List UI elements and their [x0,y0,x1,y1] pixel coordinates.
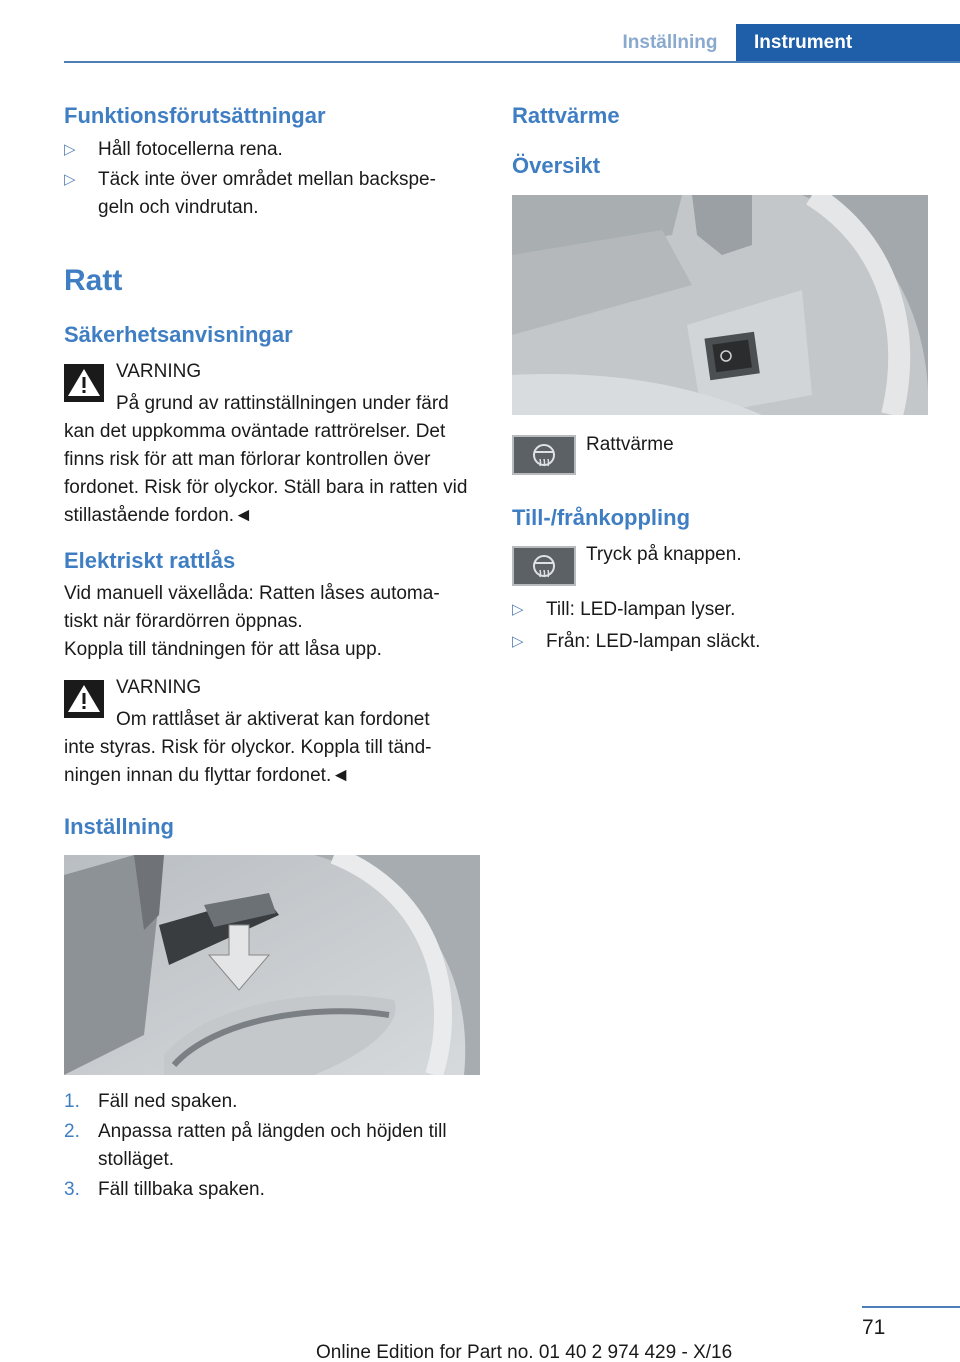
steering-heading: Ratt [64,264,123,297]
page-number: 71 [862,1316,886,1339]
steering-lever-illustration [64,855,480,1075]
lock-heading: Elektriskt rattlås [64,548,236,573]
list-item-text: Håll fotocellerna rena. [98,139,283,160]
step-text: Fäll ned spaken. [98,1091,238,1112]
header-chapter-tab[interactable]: Instrument [736,24,960,62]
header-section-tab[interactable]: Inställning [622,32,718,53]
heated-steering-wheel-icon [512,435,576,475]
warning-title: VARNING [116,677,202,698]
step-text: Anpassa ratten på längden och höjden till stolläget. [98,1121,447,1170]
list-item [64,166,480,222]
adjust-heading: Inställning [64,814,174,839]
step-number: 3. [64,1179,80,1200]
triangle-bullet-icon: ▷ [512,601,524,618]
lock-unlock-text: Koppla till tändningen för att låsa upp. [64,639,382,660]
onoff-instruction: Tryck på knappen. [586,544,742,565]
triangle-bullet-icon: ▷ [512,633,524,650]
list-item-text: Täck inte över området mellan backspe- geln och vindrutan. [98,169,436,218]
overview-heading: Översikt [512,153,601,178]
heating-heading: Rattvärme [512,103,620,128]
step-text: Fäll tillbaka spaken. [98,1179,265,1200]
list-item [64,1176,480,1204]
warning-text-first: Om rattlåset är aktiverat kan fordonet [116,709,430,730]
list-item [64,136,480,164]
triangle-bullet-icon: ▷ [64,171,76,188]
warning-text-first: På grund av rattinställningen under färd [116,393,449,414]
step-number: 1. [64,1091,80,1112]
triangle-bullet-icon: ▷ [64,141,76,158]
warning-triangle-icon [64,364,104,402]
list-item [64,1088,480,1116]
warning-text-rest: kan det uppkomma oväntade rattrörelser. Det finns risk för att man förlorar kontrollen över fordonet. Risk för olyckor. Ställ bara in ratten vid stillastående fordon.◄ [64,421,468,526]
heated-steering-wheel-icon [512,546,576,586]
footer-edition: Online Edition for Part no. 01 40 2 974 429 - X/16 [316,1342,733,1362]
onoff-heading: Till-/frånkoppling [512,505,691,530]
list-item [512,628,928,656]
list-item-text: Till: LED-lampan lyser. [546,599,736,620]
list-item [64,1118,480,1174]
step-number: 2. [64,1121,80,1142]
safety-heading: Säkerhetsanvisningar [64,322,293,347]
warning-triangle-icon [64,680,104,718]
footer-rule [862,1306,960,1308]
warning-text-rest: inte styras. Risk för olyckor. Koppla till tänd- ningen innan du flyttar fordonet.◄ [64,737,432,786]
requirements-heading: Funktionsförutsättningar [64,103,326,128]
list-item-text: Från: LED-lampan släckt. [546,631,761,652]
overview-caption: Rattvärme [586,434,674,455]
list-item [512,596,928,624]
lock-text: Vid manuell växellåda: Ratten låses automa- tiskt när förardörren öppnas. [64,583,440,632]
header-rule [64,61,960,63]
warning-title: VARNING [116,361,202,382]
heated-wheel-button-illustration [512,195,928,415]
